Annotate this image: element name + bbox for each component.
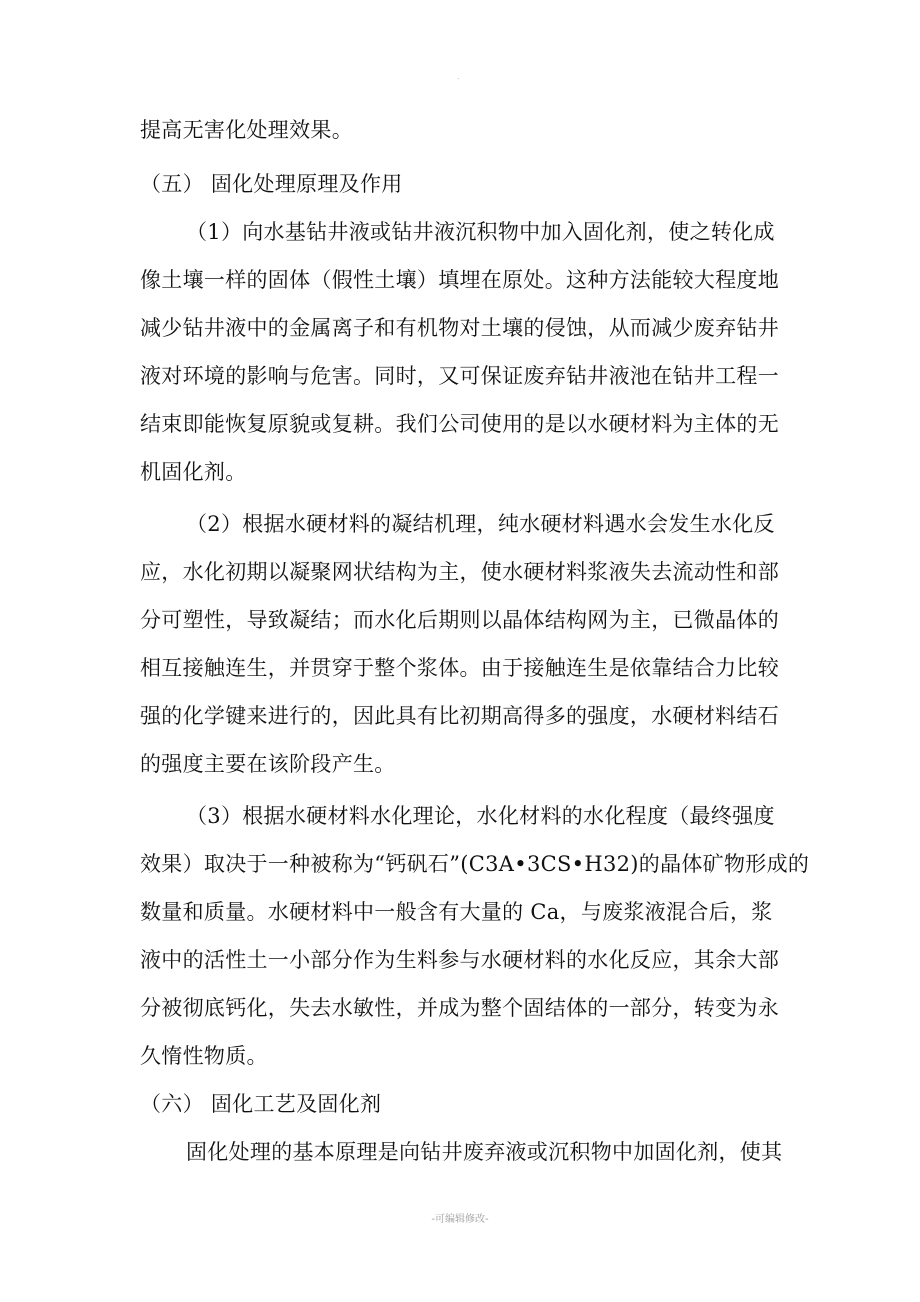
text-line: 机固化剂。 [140, 460, 247, 484]
text-line: 液对环境的影响与危害。同时，又可保证废弃钻井液池在钻井工程一 [140, 364, 779, 388]
text-line: 减少钻井液中的金属离子和有机物对土壤的侵蚀，从而减少废弃钻井 [140, 316, 779, 340]
header-mark: . [457, 72, 460, 81]
text-line: 的强度主要在该阶段产生。 [140, 752, 396, 776]
section-heading: （五） 固化处理原理及作用 [140, 172, 403, 196]
text-line: 效果）取决于一种被称为“钙矾石”(C3A•3CS•H32)的晶体矿物形成的 [140, 852, 810, 876]
page-footer: -可编辑修改- [431, 1214, 489, 1225]
text-line: （2）根据水硬材料的凝结机理，纯水硬材料遇水会发生水化反 [186, 512, 775, 536]
section-heading: （六） 固化工艺及固化剂 [140, 1092, 382, 1116]
text-line: 像土壤一样的固体（假性土壤）填埋在原处。这种方法能较大程度地 [140, 268, 779, 292]
text-line: （1）向水基钻井液或钻井液沉积物中加入固化剂，使之转化成 [186, 220, 775, 244]
text-line: 应，水化初期以凝聚网状结构为主，使水硬材料浆液失去流动性和部 [140, 560, 779, 584]
text-line: 液中的活性土一小部分作为生料参与水硬材料的水化反应，其余大部 [140, 948, 779, 972]
text-line: 数量和质量。水硬材料中一般含有大量的 Ca，与废浆液混合后，浆 [140, 900, 773, 924]
text-line: 结束即能恢复原貌或复耕。我们公司使用的是以水硬材料为主体的无 [140, 412, 779, 436]
text-line: 相互接触连生，并贯穿于整个浆体。由于接触连生是依靠结合力比较 [140, 656, 779, 680]
text-line: 久惰性物质。 [140, 1044, 268, 1068]
text-line: 分被彻底钙化，失去水敏性，并成为整个固结体的一部分，转变为永 [140, 996, 779, 1020]
text-line: 固化处理的基本原理是向钻井废弃液或沉积物中加固化剂，使其 [186, 1140, 783, 1164]
text-line: 强的化学键来进行的，因此具有比初期高得多的强度，水硬材料结石 [140, 704, 779, 728]
text-line: （3）根据水硬材料水化理论，水化材料的水化程度（最终强度 [186, 804, 775, 828]
text-line: 分可塑性，导致凝结；而水化后期则以晶体结构网为主，已微晶体的 [140, 608, 779, 632]
text-line: 提高无害化处理效果。 [140, 118, 353, 142]
